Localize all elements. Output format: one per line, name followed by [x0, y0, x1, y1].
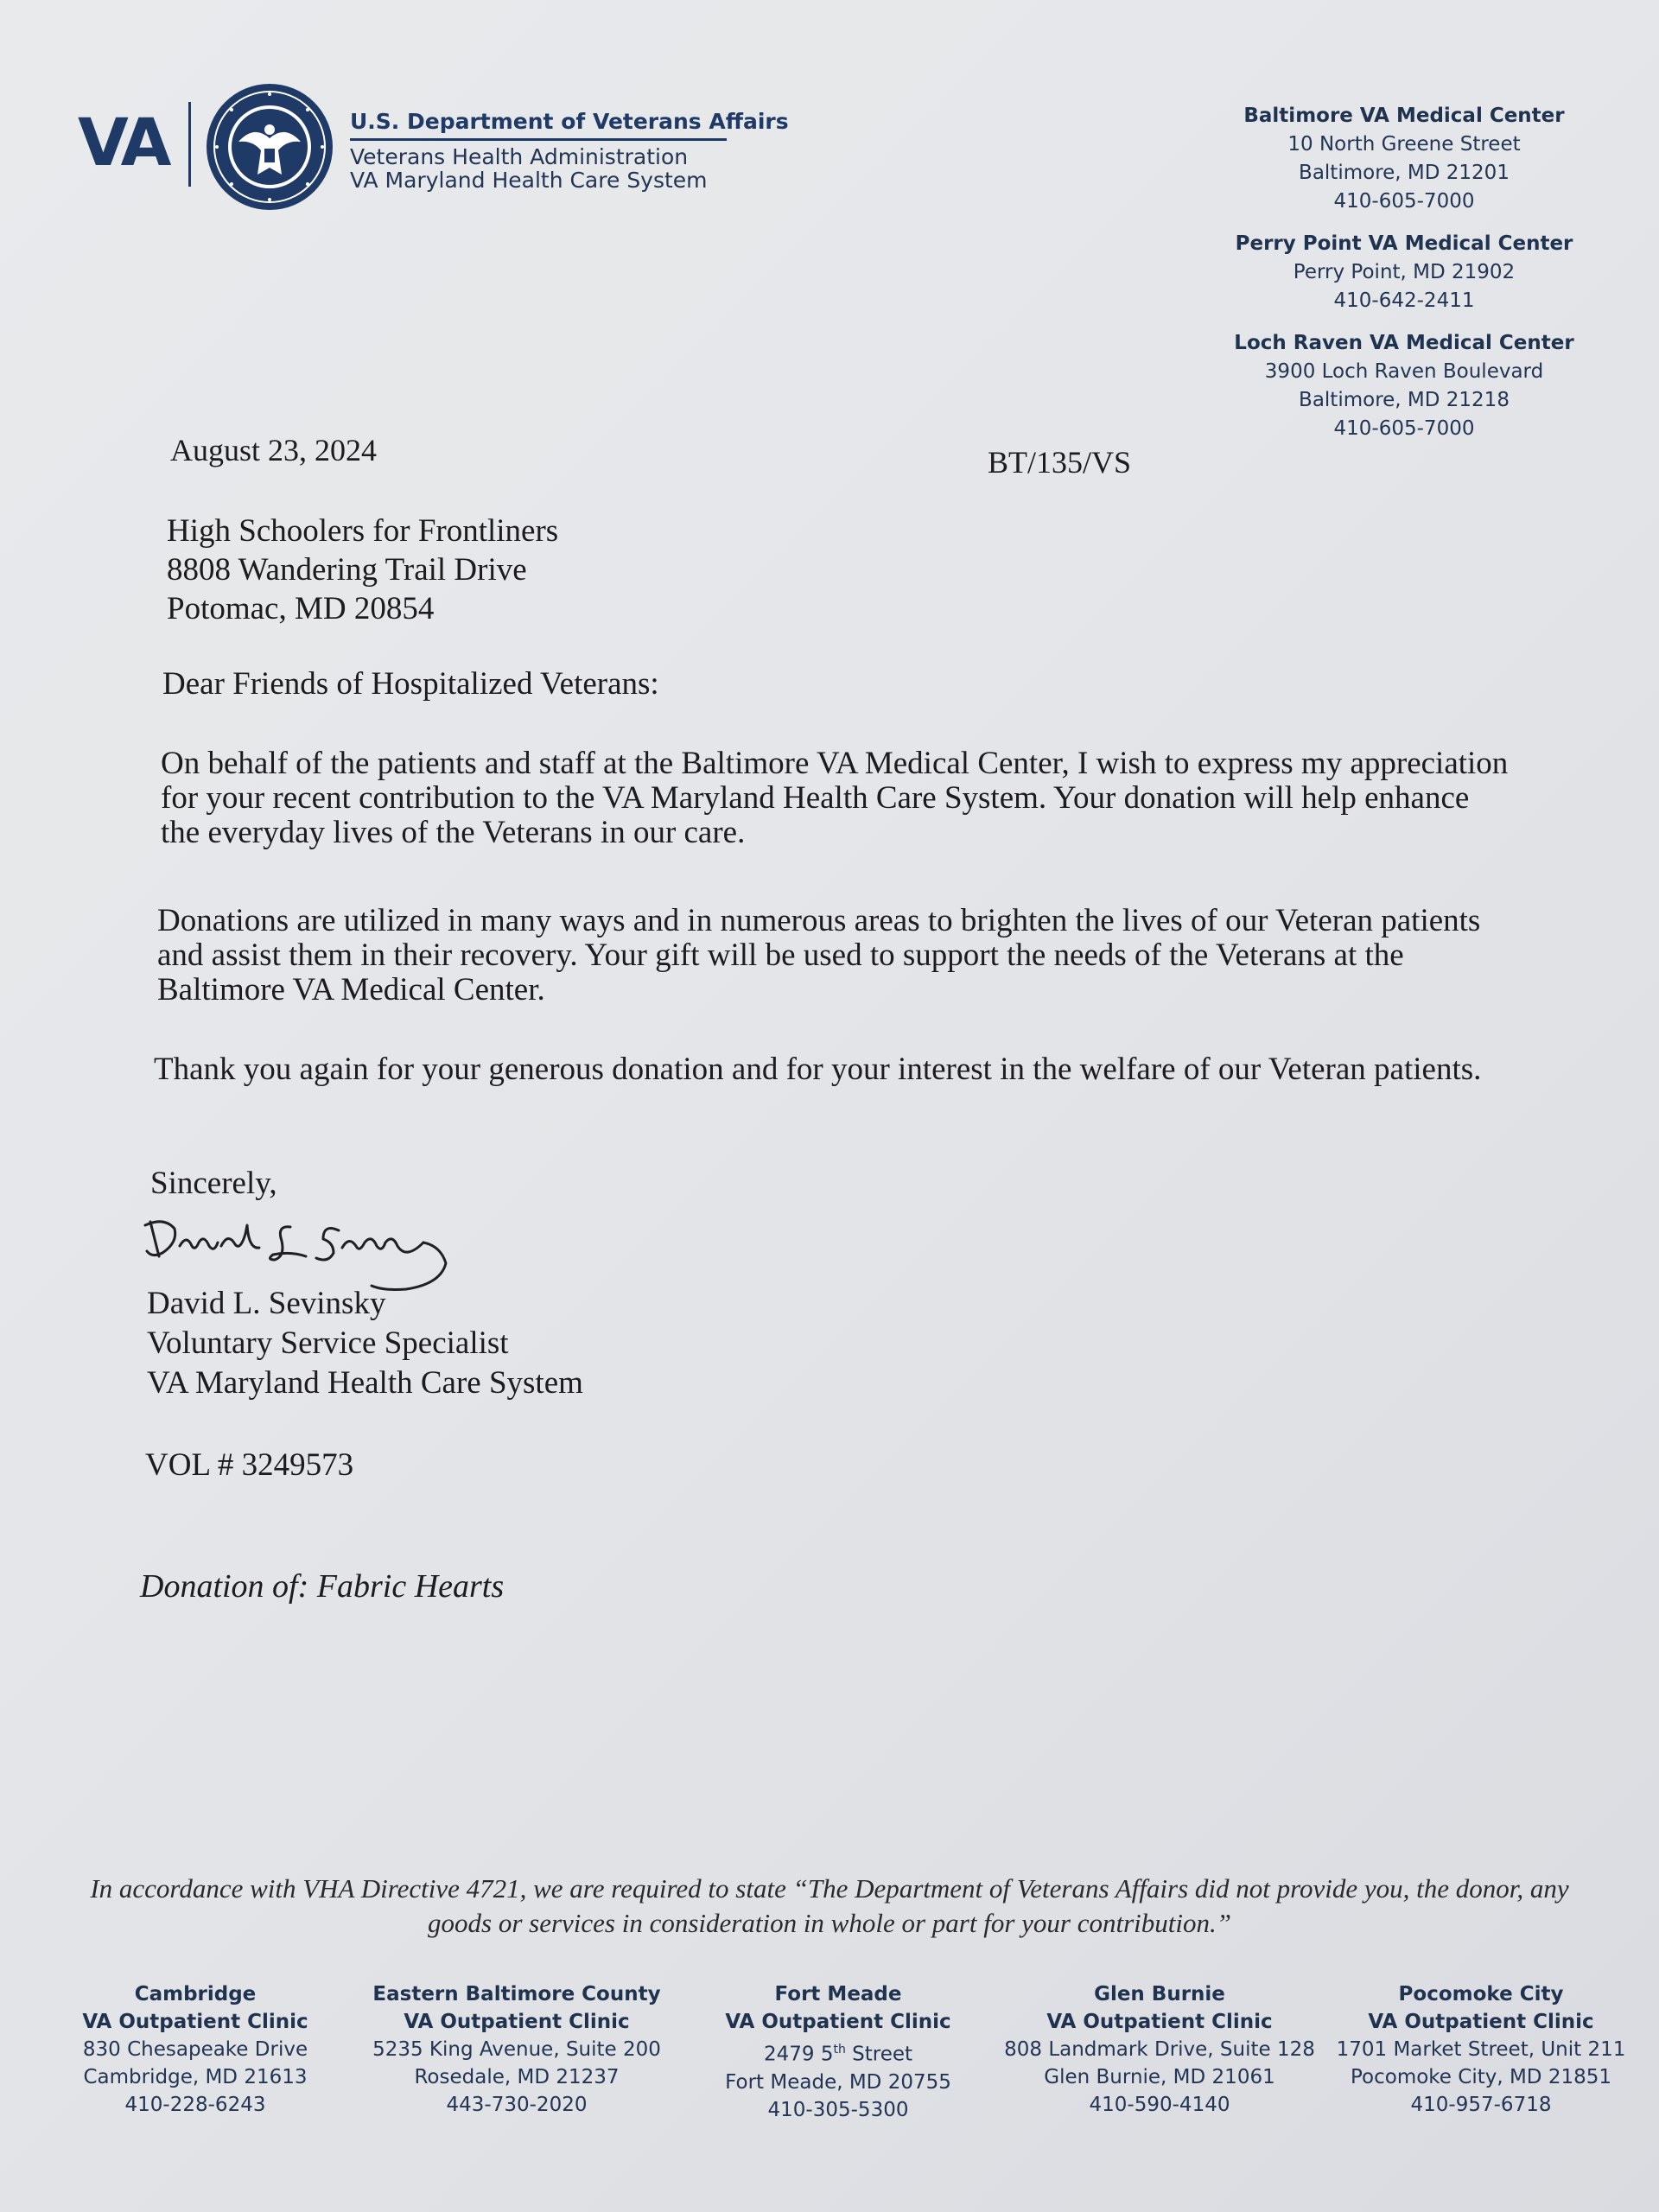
health-system-name: VA Maryland Health Care System: [350, 168, 708, 193]
outpatient-clinics: [35, 1980, 1642, 2124]
letter-date: August 23, 2024: [170, 433, 378, 467]
center-line: Baltimore, MD 21218: [1299, 389, 1510, 411]
clinic-street: 5235 King Avenue, Suite 200: [372, 2038, 661, 2061]
recipient-address: [167, 512, 558, 628]
clinic-city: Rosedale, MD 21237: [414, 2066, 620, 2088]
va-seal-icon: [204, 81, 335, 213]
clinic-city: Fort Meade, MD 20755: [725, 2070, 951, 2094]
clinic-type: VA Outpatient Clinic: [404, 2011, 630, 2033]
paragraph-2: Donations are utilized in many ways and in numerous areas to brighten the lives of our Veteran patients and assist them in their recovery. Your gift will be used to support the needs of the Veterans at the Baltimore VA Medical Center.: [157, 903, 1481, 1007]
center-name: Baltimore VA Medical Center: [1243, 105, 1565, 127]
center-line: 3900 Loch Raven Boulevard: [1264, 360, 1544, 383]
clinic-glen-burnie: [999, 1980, 1320, 2124]
clinic-name: Glen Burnie: [1094, 1983, 1225, 2005]
center-name: Loch Raven VA Medical Center: [1234, 332, 1574, 354]
vha-disclaimer: In accordance with VHA Directive 4721, we are required to state “The Department of Veterans Affairs did not provide you, the donor, any goods or services in consideration in whole or part for your contribution.”: [90, 1873, 1569, 1938]
center-phone: 410-642-2411: [1333, 289, 1475, 312]
clinic-phone: 410-228-6243: [124, 2094, 266, 2116]
recipient-city: Potomac, MD 20854: [167, 591, 435, 626]
clinic-street: 808 Landmark Drive, Suite 128: [1004, 2038, 1315, 2061]
street-number: 2479 5: [763, 2043, 834, 2066]
center-loch-raven: [1192, 329, 1616, 443]
paragraph-1: On behalf of the patients and staff at the Baltimore VA Medical Center, I wish to express my appreciation for your recent contribution to the VA Maryland Health Care System. Your donation will help enhance the everyday lives of the Veterans in our care.: [161, 746, 1509, 850]
donation-description: Donation of: Fabric Hearts: [140, 1568, 505, 1605]
recipient-name: High Schoolers for Frontliners: [167, 513, 559, 549]
clinic-cambridge: [35, 1980, 356, 2124]
clinic-type: VA Outpatient Clinic: [1368, 2011, 1594, 2033]
signer-title: Voluntary Service Specialist: [147, 1325, 509, 1361]
clinic-eastern-baltimore: [356, 1980, 677, 2124]
center-line: Perry Point, MD 21902: [1293, 261, 1516, 283]
center-name: Perry Point VA Medical Center: [1235, 232, 1573, 255]
signer-organization: VA Maryland Health Care System: [147, 1365, 583, 1401]
clinic-street: 830 Chesapeake Drive: [82, 2038, 308, 2061]
center-phone: 410-605-7000: [1333, 190, 1475, 213]
clinic-name: Fort Meade: [774, 1983, 902, 2005]
clinic-street: [677, 2036, 999, 2069]
center-perry-point: [1192, 230, 1616, 315]
clinic-phone: 410-305-5300: [767, 2098, 909, 2121]
signer-block: [147, 1284, 583, 1403]
clinic-name: Pocomoke City: [1398, 1983, 1564, 2005]
clinic-type: VA Outpatient Clinic: [82, 2011, 308, 2033]
letterhead-divider: [188, 102, 191, 187]
clinic-type: VA Outpatient Clinic: [1046, 2011, 1273, 2033]
street-rest: Street: [845, 2043, 913, 2066]
center-phone: 410-605-7000: [1333, 417, 1475, 440]
clinic-phone: 443-730-2020: [446, 2094, 588, 2116]
clinic-city: Glen Burnie, MD 21061: [1044, 2066, 1275, 2088]
clinic-pocomoke-city: [1320, 1980, 1642, 2124]
clinic-fort-meade: [677, 1980, 999, 2124]
center-line: Baltimore, MD 21201: [1299, 162, 1510, 184]
clinic-street: 1701 Market Street, Unit 211: [1336, 2038, 1626, 2061]
department-name: U.S. Department of Veterans Affairs: [350, 109, 789, 134]
medical-centers: [1192, 102, 1616, 457]
center-line: 10 North Greene Street: [1287, 133, 1521, 156]
administration-name: Veterans Health Administration: [350, 144, 689, 169]
va-wordmark: VA: [78, 104, 168, 181]
department-underline: [350, 138, 727, 141]
administration-block: [350, 145, 708, 192]
center-baltimore: [1192, 102, 1616, 216]
vol-number: VOL # 3249573: [145, 1447, 354, 1483]
paragraph-3: Thank you again for your generous donation and for your interest in the welfare of our Veteran patients.: [154, 1052, 1482, 1087]
clinic-phone: 410-957-6718: [1410, 2094, 1552, 2116]
reference-code: BT/135/VS: [988, 445, 1132, 480]
street-suffix: th: [833, 2043, 846, 2056]
clinic-city: Pocomoke City, MD 21851: [1350, 2066, 1611, 2088]
clinic-name: Eastern Baltimore County: [372, 1983, 661, 2005]
recipient-street: 8808 Wandering Trail Drive: [167, 552, 527, 588]
closing: Sincerely,: [150, 1166, 277, 1201]
clinic-name: Cambridge: [134, 1983, 257, 2005]
clinic-phone: 410-590-4140: [1089, 2094, 1230, 2116]
clinic-city: Cambridge, MD 21613: [83, 2066, 308, 2088]
signer-name: David L. Sevinsky: [147, 1286, 386, 1321]
clinic-type: VA Outpatient Clinic: [725, 2011, 951, 2033]
salutation: Dear Friends of Hospitalized Veterans:: [162, 666, 659, 702]
